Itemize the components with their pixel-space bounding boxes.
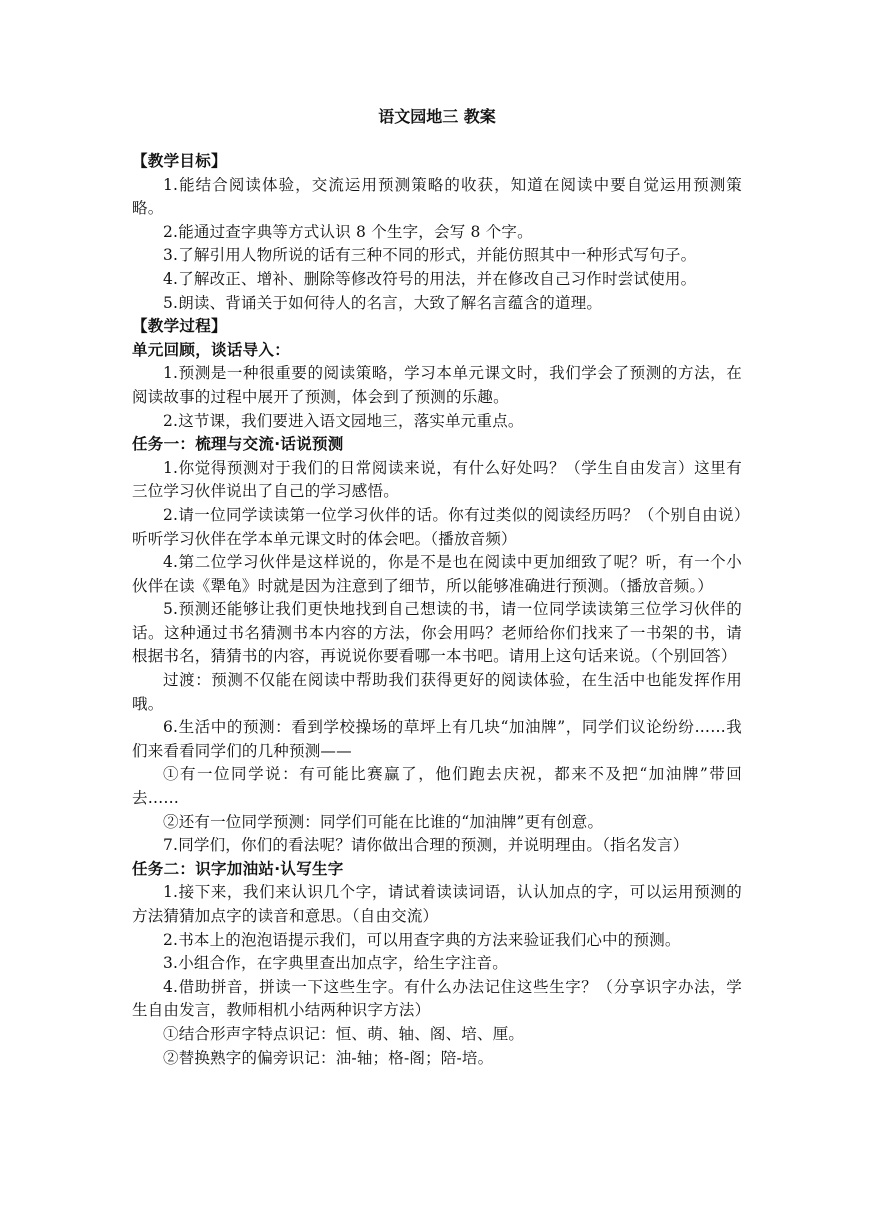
- paragraph: 过渡：预测不仅能在阅读中帮助我们获得更好的阅读体验，在生活中也能发挥作用哦。: [132, 671, 742, 713]
- paragraph: ①有一位同学说：有可能比赛赢了，他们跑去庆祝，都来不及把“加油牌”带回去……: [132, 765, 742, 808]
- paragraph: 1.能结合阅读体验，交流运用预测策略的收获，知道在阅读中要自觉运用预测策略。: [132, 175, 742, 218]
- paragraph: 3.小组合作，在字典里查出加点字，给生字注音。: [163, 954, 508, 973]
- subheading-task-one: 任务一：梳理与交流·话说预测: [132, 435, 344, 454]
- section-heading-goals: 【教学目标】: [132, 152, 227, 170]
- paragraph: 4.第二位学习伙伴是这样说的，你是不是也在阅读中更加细致了呢？听，有一个小伙伴在读《犟龟》时就是因为注意到了细节，所以能够准确进行预测。（播放音频。）: [132, 553, 742, 595]
- paragraph: ②替换熟字的偏旁识记：油-轴；格-阁；陪-培。: [163, 1048, 494, 1067]
- paragraph: 1.预测是一种很重要的阅读策略，学习本单元课文时，我们学会了预测的方法，在阅读故事的过程中展开了预测，体会到了预测的乐趣。: [132, 364, 742, 406]
- paragraph: 3.了解引用人物所说的话有三种不同的形式，并能仿照其中一种形式写句子。: [163, 246, 697, 265]
- paragraph: 1.你觉得预测对于我们的日常阅读来说，有什么好处吗？（学生自由发言）这里有三位学习伙伴说出了自己的学习感悟。: [132, 458, 742, 501]
- paragraph: 2.这节课，我们要进入语文园地三，落实单元重点。: [163, 411, 524, 430]
- document-title: 语文园地三 教案: [378, 107, 496, 126]
- section-heading-process: 【教学过程】: [132, 317, 227, 336]
- paragraph: ②还有一位同学预测：同学们可能在比谁的“加油牌”更有创意。: [163, 812, 604, 831]
- paragraph: 4.了解改正、增补、删除等修改符号的用法，并在修改自己习作时尝试使用。: [163, 269, 697, 288]
- paragraph: 4.借助拼音，拼读一下这些生字。有什么办法记住这些生字？（分享识字办法，学生自由发言，教师相机小结两种识字方法）: [132, 977, 742, 1020]
- paragraph: 2.能通过查字典等方式认识 8 个生字，会写 8 个字。: [163, 222, 533, 241]
- subheading-review: 单元回顾，谈话导入：: [132, 340, 291, 359]
- paragraph: 1.接下来，我们来认识几个字，请试着读读词语，认认加点的字，可以运用预测的方法猜猜加点字的读音和意思。（自由交流）: [132, 883, 742, 925]
- paragraph: 7.同学们，你们的看法呢？请你做出合理的预测，并说明理由。（指名发言）: [163, 836, 689, 855]
- paragraph: 6.生活中的预测：看到学校操场的草坪上有几块“加油牌”，同学们议论纷纷……我们来看看同学们的几种预测——: [132, 718, 742, 760]
- paragraph: 2.书本上的泡泡语提示我们，可以用查字典的方法来验证我们心中的预测。: [163, 930, 681, 949]
- paragraph: 5.朗读、背诵关于如何待人的名言，大致了解名言蕴含的道理。: [163, 293, 603, 312]
- paragraph: 5.预测还能够让我们更快地找到自己想读的书，请一位同学读读第三位学习伙伴的话。这种通过书名猜测书本内容的方法，你会用吗？老师给你们找来了一书架的书，请根据书名，猜猜书的内容，再说说你要看哪一本书吧。请用上这句话来说。（个别回答）: [132, 600, 742, 666]
- paragraph: ①结合形声字特点识记：恒、萌、轴、阁、培、厘。: [163, 1024, 525, 1043]
- paragraph: 2.请一位同学读读第一位学习伙伴的话。你有过类似的阅读经历吗？（个别自由说）听听学习伙伴在学本单元课文时的体会吧。（播放音频）: [132, 505, 742, 548]
- subheading-task-two: 任务二：识字加油站·认写生字: [132, 859, 344, 878]
- document-page: [132, 104, 742, 1070]
